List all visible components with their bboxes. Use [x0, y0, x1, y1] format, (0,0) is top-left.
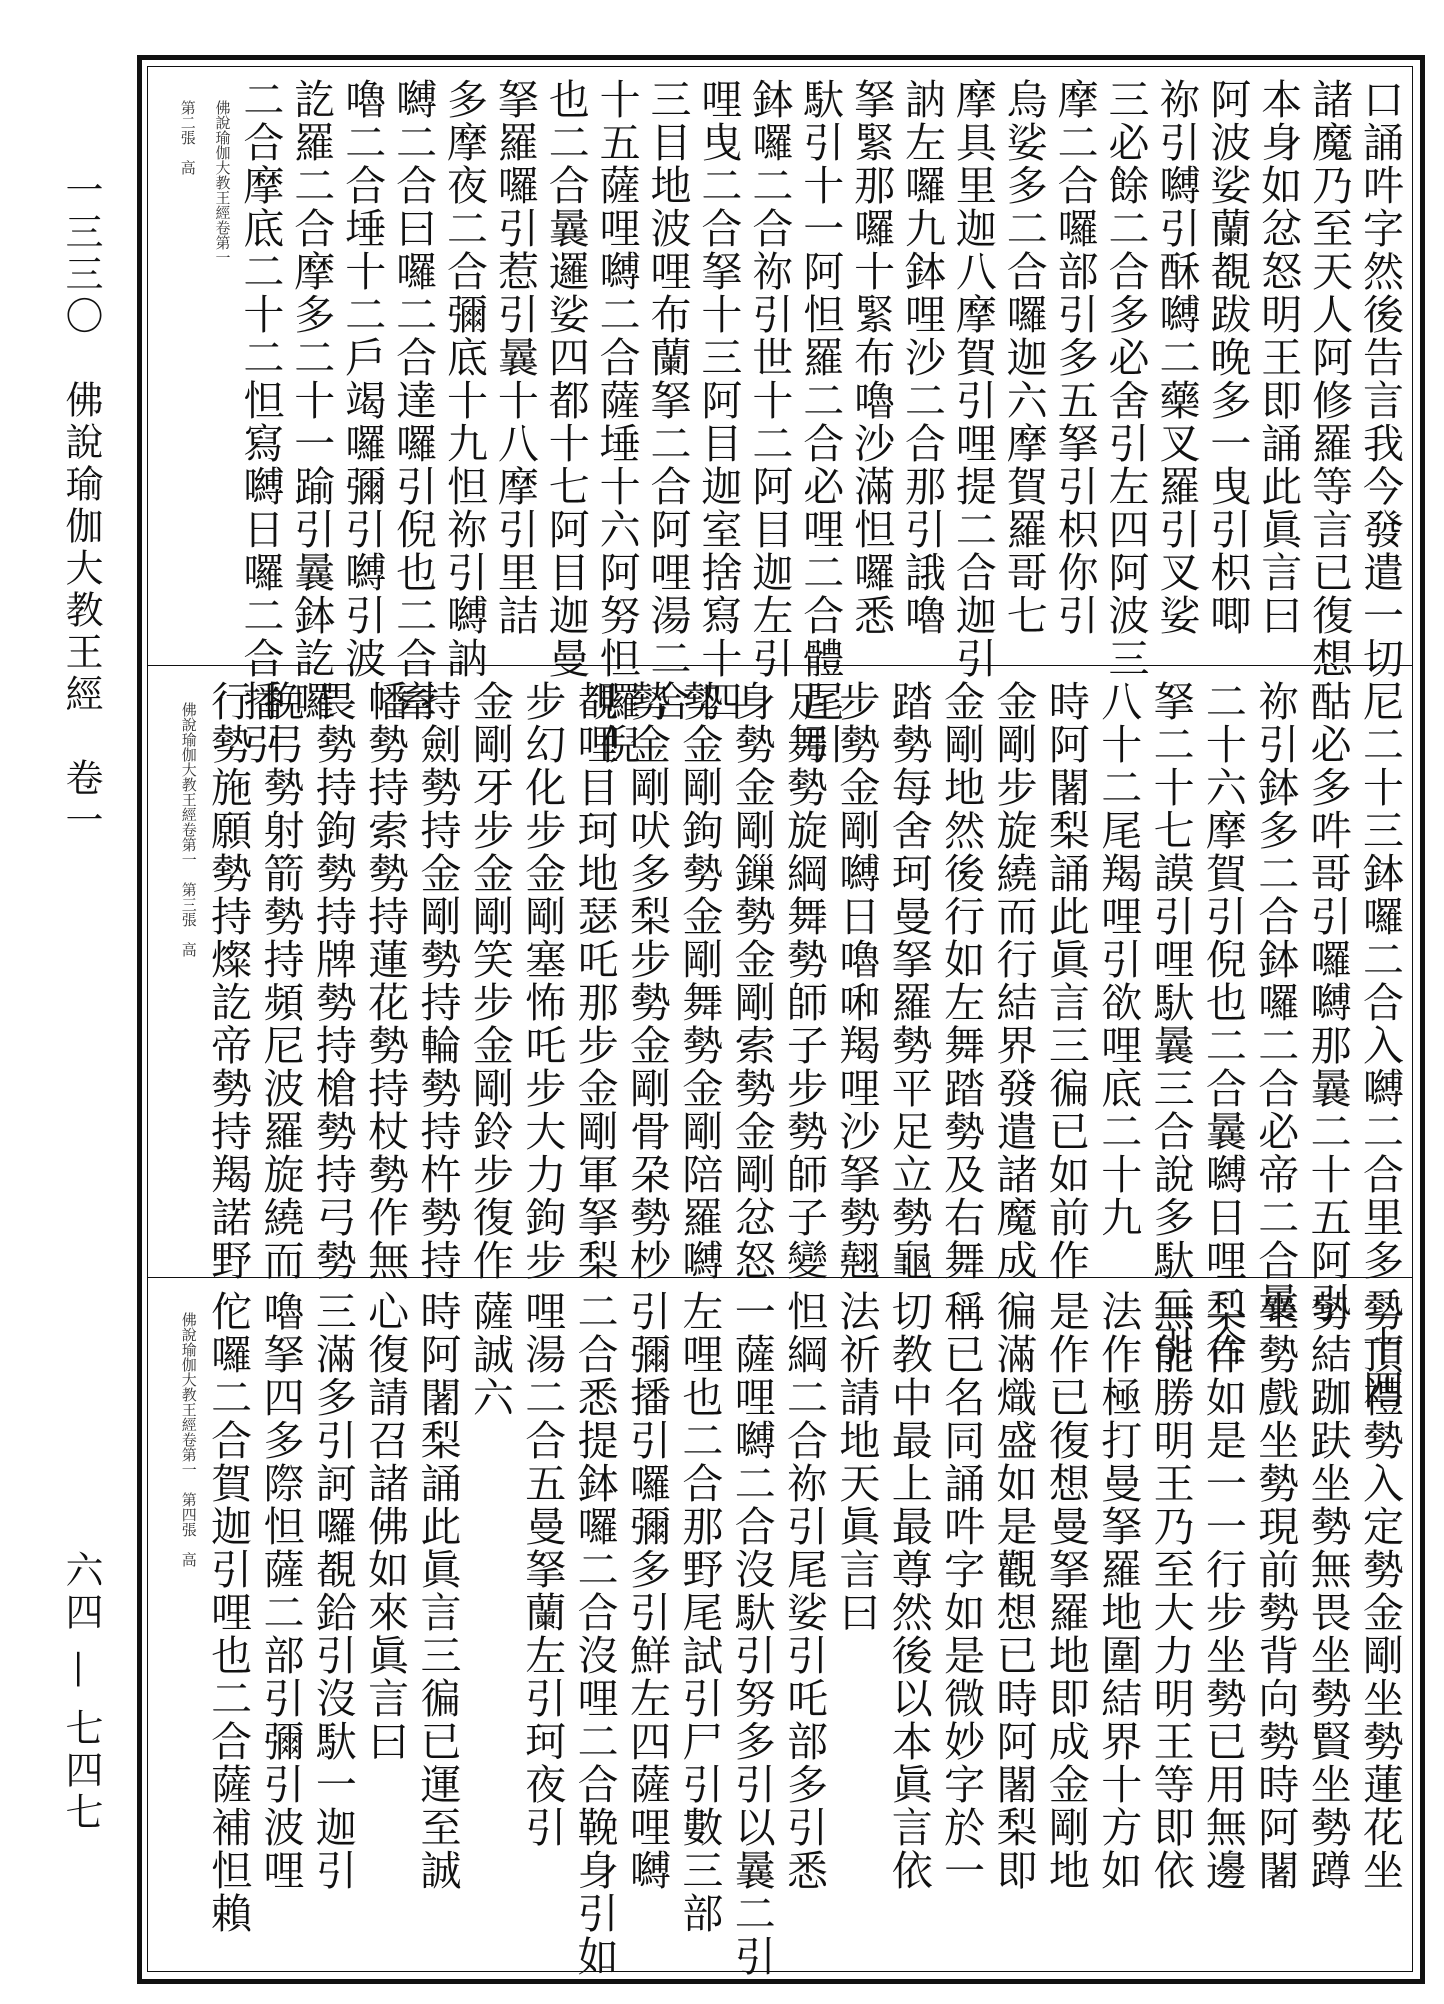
- volume-title: 一三三〇 佛說瑜伽大教王經 卷一: [59, 170, 103, 842]
- text-column: 三目地波哩布蘭拏二合阿哩湯二合: [643, 78, 692, 723]
- register-top: [160, 78, 1404, 766]
- text-column: 幡勢持索勢持蓮花勢持杖勢作無: [361, 680, 410, 1282]
- text-column: 也二合曩邏娑四都十七阿目迦曼: [541, 78, 590, 680]
- text-column: 哩曳二合拏十三阿目迦室捨寫十四: [694, 78, 743, 723]
- text-column: 本身如忿怒明王即誦此眞言曰: [1254, 78, 1303, 637]
- text-column: 持劍勢持金剛勢持輪勢持杵勢持: [413, 680, 462, 1282]
- page-number: 六四 — 七四七: [59, 1550, 103, 1835]
- text-column: 訖羅二合摩多二十一踰引曩鉢訖囉: [287, 78, 336, 723]
- text-column: 徧滿熾盛如是觀想已時阿闍梨即: [989, 1290, 1038, 1892]
- text-column: 烏娑多二合囉迦六摩賀羅哥七: [999, 78, 1048, 637]
- text-column: 祢引鉢多二合鉢囉二合必帝二合曩: [1251, 680, 1300, 1325]
- text-column: 一薩哩嚩二合沒馱引努多引以曩二引: [727, 1290, 776, 1978]
- text-column: 薩誠六: [465, 1290, 514, 1419]
- text-column: 步勢金剛嚩日嚕啝羯哩沙拏勢翹: [832, 680, 881, 1282]
- text-column: 時阿闍梨誦此眞言三徧已如前作: [1041, 680, 1090, 1282]
- text-column: 畏勢持鉤勢持牌勢持槍勢持弓勢: [308, 680, 357, 1282]
- text-column: 二十六摩賀引倪也二合曩嚩日哩二合: [1198, 680, 1247, 1368]
- text-column: 法祈請地天眞言曰: [832, 1290, 881, 1634]
- block-footer-note: 佛說瑜伽大教王經卷第一: [213, 100, 232, 265]
- text-column: 阿波娑蘭覩跋晚多一曳引枳唧: [1203, 78, 1252, 637]
- text-column: 摩具里迦八摩賀引哩提二合迦引: [948, 78, 997, 680]
- block-footer-note: 第二張 高: [178, 100, 197, 175]
- block-footer-note: 佛說瑜伽大教王經卷第一 第三張 高: [179, 702, 198, 957]
- text-column: 祢引嚩引酥嚩二藥叉羅引叉娑: [1152, 78, 1201, 637]
- text-column: 勢金剛鉤勢金剛舞勢金剛陪羅嚩: [675, 680, 724, 1282]
- text-column: 尼二十三鉢囉二合入嚩二合里多二十四: [1356, 680, 1404, 1411]
- text-column: 酤必多吽哥引囉嚩那曩二十五阿引: [1303, 680, 1352, 1325]
- text-column: 諸魔乃至天人阿修羅等言已復想: [1305, 78, 1354, 680]
- text-column: 勢金剛吠多梨步勢金剛骨朶勢杪: [622, 680, 671, 1282]
- text-column: 左哩也二合那野尾試引尸引數三部: [675, 1290, 724, 1935]
- text-column: 挽弓勢射箭勢持頻尼波羅旋繞而: [256, 680, 305, 1282]
- text-column: 鉢囉二合祢引世十二阿目迦左引: [745, 78, 794, 680]
- text-column: 嚕二合埵十二戶竭囉彌引嚩引波: [338, 78, 387, 680]
- text-column: 勢結跏趺坐勢無畏坐勢賢坐勢蹲: [1303, 1290, 1352, 1892]
- text-column: 足舞勢旋綱舞勢師子步勢師子變: [780, 680, 829, 1282]
- text-column: 訥左囉九鉢哩沙二合那引誐嚕: [897, 78, 946, 637]
- text-column: 嚕拏四多際怛薩二部引彌引波哩: [256, 1290, 305, 1892]
- text-column: 口誦吽字然後告言我今發遣一切: [1356, 78, 1404, 680]
- text-column: 三滿多引訶囉覩鉿引沒馱一迦引: [308, 1290, 357, 1892]
- text-column: 哩湯二合五曼拏蘭左引珂夜引: [518, 1290, 567, 1849]
- text-column: 法作極打曼拏羅地圍結界十方如: [1094, 1290, 1143, 1892]
- text-column: 引彌播引囉彌多引鮮左四薩哩嚩: [622, 1290, 671, 1892]
- text-column: 金剛步旋繞而行結界發遣諸魔成: [989, 680, 1038, 1282]
- text-column: 步幻化步金剛塞怖吒步大力鉤步: [518, 680, 567, 1282]
- text-column: 拏羅囉引惹引曩十八摩引里詰: [490, 78, 539, 637]
- text-column: 二合悉提鉢囉二合沒哩二合鞔身引如: [570, 1290, 619, 1978]
- text-column: 是作已復想曼拏羅地即成金剛地: [1041, 1290, 1090, 1892]
- text-column: 踏勢每舍珂曼拏羅勢平足立勢龜: [884, 680, 933, 1282]
- text-column: 佗囉二合賀迦引哩也二合薩補怛賴: [204, 1290, 253, 1935]
- text-column: 行勢施願勢持燦訖帝勢持羯諾野: [204, 680, 253, 1282]
- text-column: 勢頂禮勢入定勢金剛坐勢蓮花坐: [1356, 1290, 1404, 1892]
- text-column: 八十二尾羯哩引欲哩底二十九: [1094, 680, 1143, 1239]
- text-column: 無能勝明王乃至大力明王等即依: [1146, 1290, 1195, 1892]
- text-column: 身勢金剛鏁勢金剛索勢金剛忿怒: [727, 680, 776, 1282]
- text-column: 拏緊那囉十緊布嚕沙滿怛囉悉: [847, 78, 896, 637]
- register-bottom: [160, 1290, 1404, 1978]
- text-column: 三必餘二合多必舍引左四阿波三: [1101, 78, 1150, 680]
- text-column: 梨作如是一一行步坐勢已用無邊: [1198, 1290, 1247, 1892]
- text-column: 摩二合囉部引多五拏引枳你引: [1050, 78, 1099, 637]
- block-footer-note: 佛說瑜伽大教王經卷第一 第四張 高: [179, 1312, 198, 1567]
- text-column: 嚩二合曰囉二合達囉引倪也二合牽: [389, 78, 438, 723]
- text-column: 金剛地然後行如左舞踏勢及右舞: [937, 680, 986, 1282]
- text-column: 拏二十七謨引哩馱曩三合說多馱二引: [1146, 680, 1195, 1368]
- text-column: 多摩夜二合彌底十九怛祢引嚩訥: [439, 78, 488, 680]
- text-column: 切教中最上最尊然後以本眞言依: [884, 1290, 933, 1892]
- text-column: 坐勢戲坐勢現前勢背向勢時阿闍: [1251, 1290, 1300, 1892]
- text-column: 十五薩哩嚩二合薩埵十六阿努怛囉倪: [592, 78, 641, 766]
- text-column: 怛綱二合祢引尾娑引吒部多引悉: [780, 1290, 829, 1892]
- text-column: 二合摩底二十二怛寫嚩日囉二合播引: [236, 78, 285, 766]
- text-column: 心復請召諸佛如來眞言曰: [361, 1290, 410, 1763]
- text-column: 時阿闍梨誦此眞言三徧已運至誠: [413, 1290, 462, 1892]
- text-column: 覩哩目珂地瑟吒那步金剛軍拏梨: [570, 680, 619, 1282]
- text-column: 馱引十一阿怛羅二合必哩二合體尾引: [796, 78, 845, 766]
- text-column: 稱已名同誦吽字如是微妙字於一: [937, 1290, 986, 1892]
- text-column: 金剛牙步金剛笑步金剛鈴步復作: [465, 680, 514, 1282]
